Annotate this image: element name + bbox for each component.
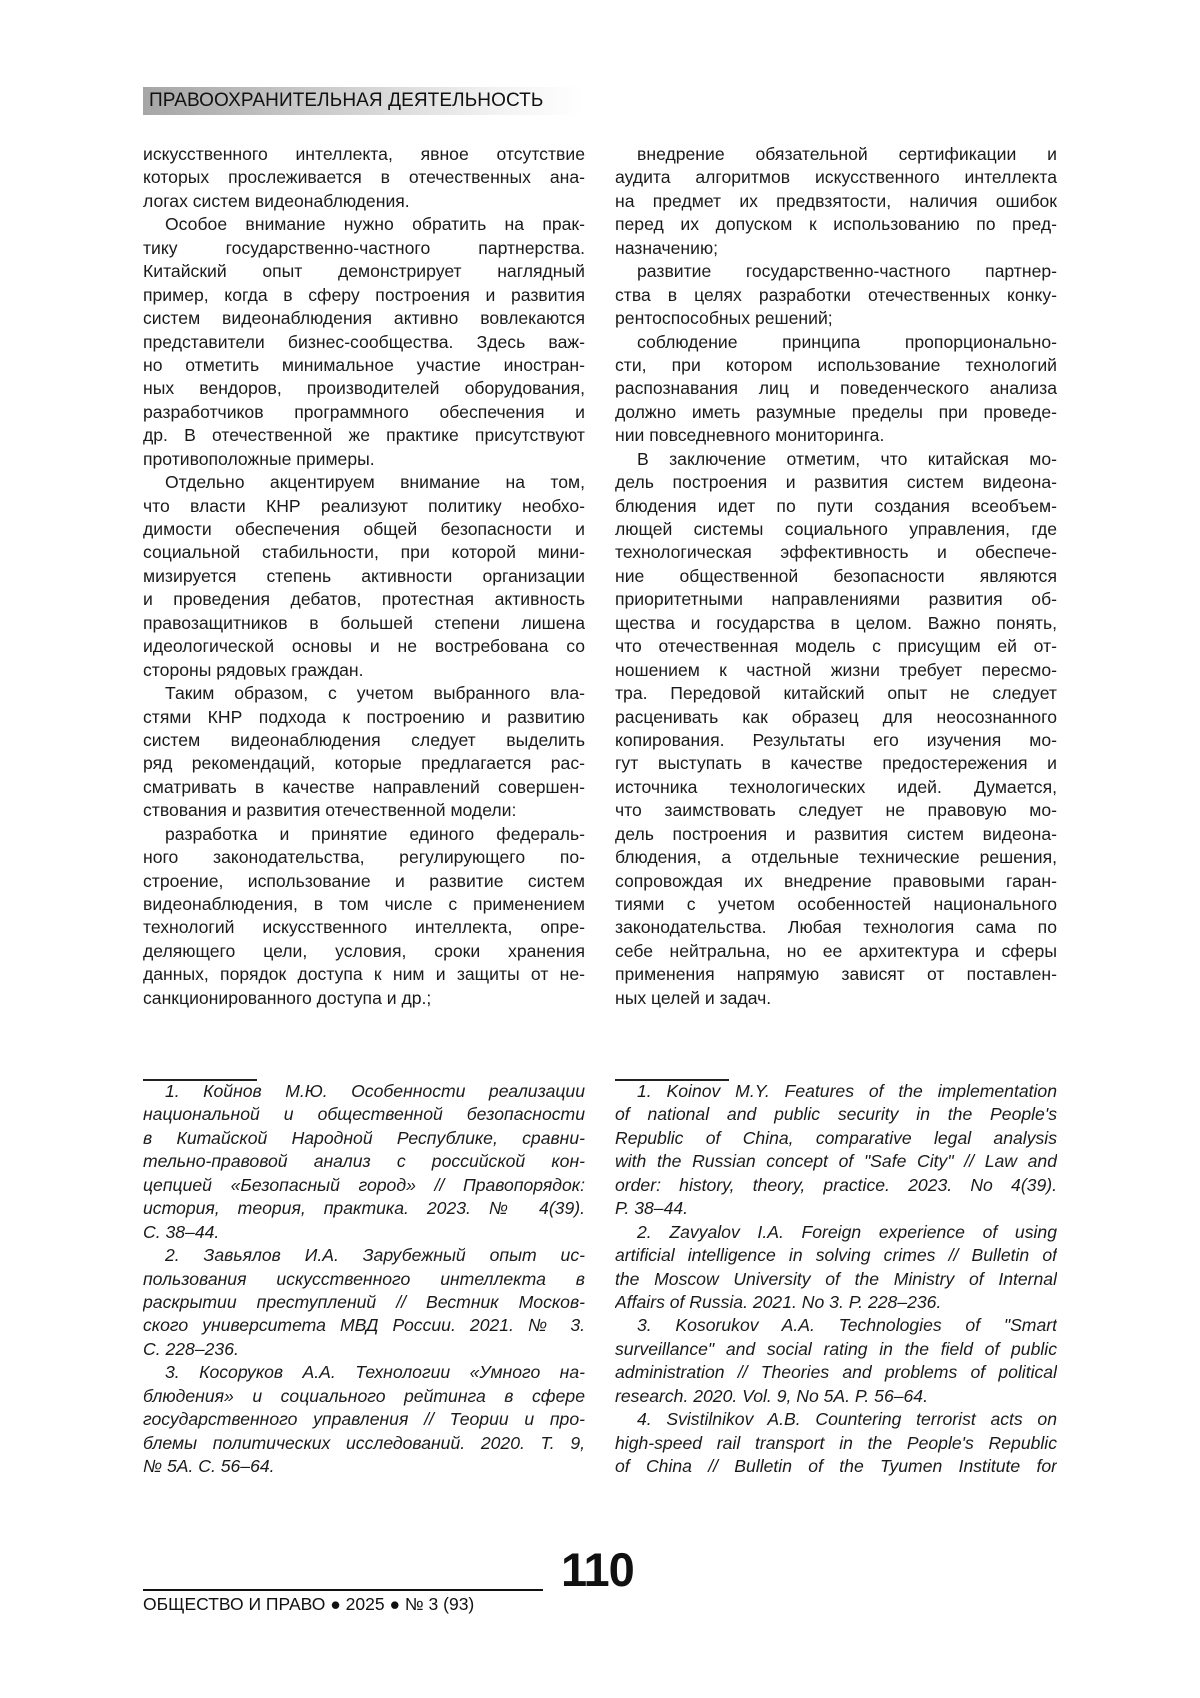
body-line: перед их допуском к использованию по пред- <box>615 214 1057 235</box>
footnote-line: P. 38–44. <box>615 1198 689 1219</box>
body-line: искусственного интеллекта, явное отсутствие <box>143 144 585 164</box>
footnote-line: 2. Zavyalov I.A. Foreign experience of using <box>637 1221 1057 1242</box>
footnote-line: история, теория, практика. 2023. № 4(39). <box>143 1198 585 1219</box>
footnote-line: of China // Bulletin of the Tyumen Institute for <box>615 1456 1057 1476</box>
body-line: назначению; <box>615 237 719 258</box>
footnote-line: в Китайской Народной Республике, сравни- <box>143 1127 585 1148</box>
body-line: систем видеонаблюдения следует выделить <box>143 729 585 750</box>
body-line: логах систем видеонаблюдения. <box>143 190 410 211</box>
body-line: сти, при котором использование технологий <box>615 354 1057 375</box>
body-line: ние общественной безопасности являются <box>615 565 1057 586</box>
footnote-line: with the Russian concept of "Safe City" // Law and <box>615 1151 1057 1172</box>
body-line: деляющего цели, условия, сроки хранения <box>143 940 585 961</box>
footnote-line: order: history, theory, practice. 2023. No 4(39). <box>615 1174 1057 1195</box>
body-line: ных вендоров, производителей оборудования, <box>143 378 585 399</box>
body-line: нии повседневного мониторинга. <box>615 425 885 446</box>
body-line: соблюдение принципа пропорционально- <box>637 331 1057 352</box>
body-line: рентоспособных решений; <box>615 308 833 329</box>
body-line: ряд рекомендаций, которые предлагается рас- <box>143 753 585 774</box>
body-line: Таким образом, с учетом выбранного вла- <box>165 683 585 704</box>
body-line: стями КНР подхода к построению и развитию <box>143 706 585 727</box>
body-column-left <box>143 143 585 1010</box>
body-line: дель построения и развития систем видеона- <box>615 472 1057 493</box>
footnote-line: high-speed rail transport in the People's Republic <box>615 1432 1057 1453</box>
body-line: технологическая эффективность и обеспече- <box>615 542 1057 563</box>
body-line: ного законодательства, регулирующего по- <box>143 847 585 868</box>
body-line: социальной стабильности, при которой мини- <box>143 542 585 563</box>
body-line: разработка и принятие единого федераль- <box>165 823 585 844</box>
journal-footer: ОБЩЕСТВО И ПРАВО ● 2025 ● № 3 (93) <box>143 1594 475 1614</box>
body-line: идеологической основы и не востребована со <box>143 636 585 657</box>
body-line: блюдения, а отдельные технические решения, <box>615 847 1057 868</box>
footnote-line: administration // Theories and problems of political <box>615 1362 1057 1383</box>
footnote-line: Affairs of Russia. 2021. No 3. P. 228–236. <box>615 1291 942 1312</box>
body-line: тику государственно-частного партнерства. <box>143 237 585 258</box>
section-title: ПРАВООХРАНИТЕЛЬНАЯ ДЕЯТЕЛЬНОСТЬ <box>149 90 544 111</box>
body-line: но отметить минимальное участие иностран- <box>143 354 585 375</box>
body-line: ствования и развития отечественной модели: <box>143 800 517 821</box>
body-line: ства в целях разработки отечественных конку- <box>615 284 1057 305</box>
body-line: тра. Передовой китайский опыт не следует <box>615 683 1057 704</box>
body-line: лющей системы социального управления, где <box>615 519 1057 539</box>
body-line: представители бизнес-сообщества. Здесь важ- <box>143 331 585 352</box>
footnote-line: surveillance" and social rating in the field of public <box>615 1338 1057 1359</box>
footnote-line: С. 38–44. <box>143 1221 220 1242</box>
footnote-line: 2. Завьялов И.А. Зарубежный опыт ис- <box>165 1245 585 1266</box>
body-line: мизируется степень активности организации <box>143 565 585 586</box>
footnotes-english <box>615 1080 1057 1478</box>
footnote-line: раскрытии преступлений // Вестник Москов- <box>143 1291 585 1312</box>
footnote-line: 1. Койнов М.Ю. Особенности реализации <box>165 1081 585 1101</box>
body-line: копирования. Результаты его изучения мо- <box>615 729 1057 750</box>
body-line: тиями с учетом особенностей национального <box>615 894 1057 914</box>
body-line: Китайский опыт демонстрирует наглядный <box>143 261 585 282</box>
footnote-line: блемы политических исследований. 2020. Т. 9, <box>143 1432 585 1453</box>
body-line: др. В отечественной же практике присутствуют <box>143 425 585 446</box>
body-line: строение, использование и развитие систем <box>143 870 585 891</box>
body-line: видеонаблюдения, в том числе с применением <box>143 894 585 914</box>
body-line: должно иметь разумные пределы при проведе- <box>615 401 1057 422</box>
body-line: что заимствовать следует не правовую мо- <box>615 800 1057 821</box>
body-line: данных, порядок доступа к ним и защиты от не- <box>143 964 585 985</box>
footer-rule <box>143 1589 543 1591</box>
body-line: систем видеонаблюдения активно вовлекаются <box>143 308 585 329</box>
body-column-right <box>615 143 1057 1010</box>
body-line: законодательства. Любая технология сама по <box>615 917 1057 938</box>
body-line: стороны рядовых граждан. <box>143 659 364 680</box>
body-line: димости обеспечения общей безопасности и <box>143 519 585 539</box>
footnote-line: 3. Kosorukov A.A. Technologies of "Smart <box>637 1315 1057 1336</box>
body-line: что отечественная модель с присущим ей от- <box>615 636 1057 657</box>
body-line: применения напрямую зависят от поставлен- <box>615 964 1057 985</box>
body-line: разработчиков программного обеспечения и <box>143 401 585 422</box>
footnote-line: 4. Svistilnikov A.B. Countering terrorist acts on <box>637 1409 1057 1430</box>
body-line: Особое внимание нужно обратить на прак- <box>165 214 585 235</box>
footnote-line: Republic of China, comparative legal analysis <box>615 1127 1057 1148</box>
footnote-line: artificial intelligence in solving crimes // Bulletin of <box>615 1245 1057 1266</box>
section-header <box>143 87 583 115</box>
body-line: расценивать как образец для неосознанного <box>615 706 1057 727</box>
body-line: санкционированного доступа и др.; <box>143 987 432 1008</box>
body-line: технологий искусственного интеллекта, опре- <box>143 917 585 938</box>
body-line: приоритетными направлениями развития об- <box>615 589 1057 610</box>
body-line: и проведения дебатов, протестная активность <box>143 589 585 610</box>
footnote-line: С. 228–236. <box>143 1338 239 1359</box>
body-line: правозащитников в большей степени лишена <box>143 612 585 633</box>
body-line: блюдения идет по пути создания всеобъем- <box>615 495 1057 516</box>
footnote-line: цепцией «Безопасный город» // Правопорядок: <box>143 1174 585 1195</box>
footnote-line: ского университета МВД России. 2021. № 3. <box>143 1315 585 1336</box>
body-line: щества и государства в целом. Важно понять, <box>615 612 1057 633</box>
page-number: 110 <box>561 1543 634 1596</box>
body-line: дель построения и развития систем видеона- <box>615 823 1057 844</box>
footnote-line: блюдения» и социального рейтинга в сфере <box>143 1385 585 1406</box>
body-line: противоположные примеры. <box>143 448 375 469</box>
body-line: ных целей и задач. <box>615 987 772 1008</box>
body-line: ношением к частной жизни требует пересмо- <box>615 659 1057 680</box>
footnote-line: 1. Koinov M.Y. Features of the implementation <box>637 1081 1057 1101</box>
footnote-line: 3. Косоруков А.А. Технологии «Умного на- <box>165 1362 585 1383</box>
body-line: пример, когда в сферу построения и развития <box>143 284 585 305</box>
body-line: распознавания лиц и поведенческого анализа <box>615 378 1057 399</box>
footnote-line: тельно-правовой анализ с российской кон- <box>143 1151 585 1172</box>
body-line: сматривать в качестве направлений совершен- <box>143 776 585 797</box>
footnotes-russian <box>143 1080 585 1478</box>
footnote-line: of national and public security in the People's <box>615 1104 1057 1125</box>
body-line: гут выступать в качестве предостережения и <box>615 753 1057 774</box>
body-line: аудита алгоритмов искусственного интеллекта <box>615 167 1057 188</box>
footnote-line: research. 2020. Vol. 9, No 5A. P. 56–64. <box>615 1385 928 1406</box>
body-line: себе нейтральна, но ее архитектура и сферы <box>615 940 1057 961</box>
body-line: источника технологических идей. Думается, <box>615 776 1057 797</box>
body-line: развитие государственно-частного партнер- <box>637 261 1057 282</box>
footnote-line: национальной и общественной безопасности <box>143 1104 585 1125</box>
body-line: сопровождая их внедрение правовыми гаран- <box>615 870 1057 891</box>
body-line: на предмет их предвзятости, наличия ошибок <box>615 190 1057 211</box>
footnote-line: the Moscow University of the Ministry of Internal <box>615 1268 1057 1289</box>
body-line: Отдельно акцентируем внимание на том, <box>165 472 585 493</box>
footnote-line: № 5А. С. 56–64. <box>143 1456 275 1476</box>
footnote-line: государственного управления // Теории и про- <box>143 1409 585 1430</box>
body-line: которых прослеживается в отечественных ана- <box>143 167 585 188</box>
footnote-line: пользования искусственного интеллекта в <box>143 1268 585 1289</box>
body-line: внедрение обязательной сертификации и <box>637 144 1057 164</box>
body-line: что власти КНР реализуют политику необхо- <box>143 495 585 516</box>
body-line: В заключение отметим, что китайская мо- <box>637 448 1057 469</box>
